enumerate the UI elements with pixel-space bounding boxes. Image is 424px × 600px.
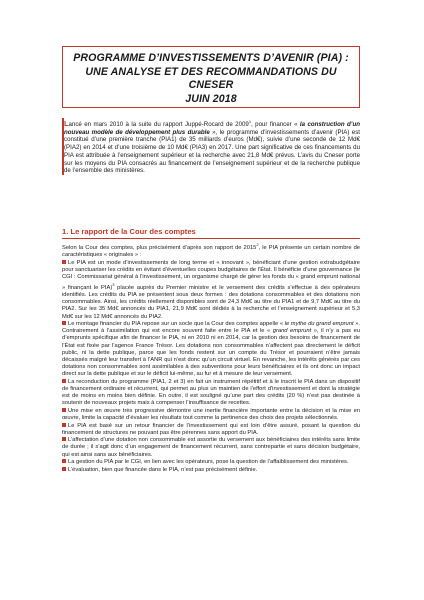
title-box (62, 46, 360, 108)
p6-text: L’affectation d’une dotation non consommable est assortie du versement aux bénéficiaires des intérêts sans limite de durée ; il s’agit donc d’un engagement de financement récurrent, sans contrepartie et sans décision budgétaire, qui est ainsi sans aux bénéficiaires. (62, 437, 360, 458)
intro-text-b: , pour financer « (251, 121, 300, 129)
bullet-square-icon (62, 459, 66, 463)
body-paragraph-1 (62, 260, 360, 321)
p8-text: L’évaluation, bien que financée dans le PIA, n’est pas précisément définie. (68, 466, 258, 473)
p1-text-a: Le PIA est un mode d’investissements de long terme et « innovant », bénéficiant d’une gestion extrabudgétaire pour sanctuariser les crédits en évitant d’éventuelles coupes budgétaires de l’État. Il bénéficie d’une gouvernance (le CGI : Commissariat général à l’investissement, un organisme chargé de gérer les fonds du « grand emprunt national » finançant le PIA) (62, 259, 360, 291)
body-paragraph-5 (62, 423, 360, 437)
section-body (62, 241, 360, 474)
bullet-square-icon (62, 467, 66, 471)
bullet-square-icon (62, 423, 66, 427)
intro-paragraph (62, 118, 360, 175)
body-paragraph-4 (62, 408, 360, 422)
body-paragraph-6 (62, 437, 360, 458)
bullet-square-icon (62, 321, 66, 325)
body-paragraph-0 (62, 241, 360, 259)
p0-text-b: , le PIA présente un certain nombre de caractéristiques « originales » : (62, 244, 360, 259)
body-paragraph-3 (62, 379, 360, 408)
footnote-ref-1: 1 (248, 119, 252, 124)
p2-text-a: Le montage financier du PIA repose sur un socle que la Cour des comptes appelle « (68, 321, 285, 328)
body-paragraph-7 (62, 459, 360, 466)
intro-text-a: ancé en mars 2010 à la suite du rapport Juppé-Rocard de 2009 (68, 121, 249, 129)
bullet-square-icon (62, 260, 66, 264)
p0-text-a: Selon la Cour des comptes, plus précisément d’après son rapport de 2015 (62, 244, 257, 251)
body-paragraph-8 (62, 467, 360, 474)
p3-text: La reconduction du programme (PIA1, 2 et 3) en fait un instrument répétitif et à le inscrit le PIA dans un dispositif de financement ordinaire et récurrent, qui permet au plus un maintien de l’effort d’investissement et dont la stratégie est de moins en moins bien définie. En outre, il est souligné qu’une part des crédits (20 %) n’est pas destinée à soutenir de nouveaux projets mais à compenser l’insuffisance de recettes. (62, 378, 360, 407)
p2-italic-1: le mythe du grand emprunt (284, 321, 354, 328)
bullet-square-icon (62, 379, 66, 383)
intro-text-c: », le programme d’investissements d’avenir (PIA) est constitué d’une première tranche (PIA1) de 35 milliards d’euros (Md€), suivie d’une seconde de 12 Md€ (PIA2) en 2014 et d’une troisième de 10 Md€ (PIA3) en 2017. Une part significative de ces financements du PIA est attribuée à l’enseignement supérieur et la recherche avec 21,8 Md€ prévus. L’avis du Cneser porte sur les moyens du PIA consacrés au financement de l’enseignement supérieur et de la recherche publique de l’ensemble des ministères. (64, 128, 360, 175)
title-line-3: JUIN 2018 (185, 92, 237, 105)
intro-lead-letter: L (64, 119, 69, 129)
p2-italic-2: grand emprunt (272, 328, 312, 335)
footnote-ref-2: 2 (256, 242, 259, 247)
body-paragraph-2 (62, 321, 360, 378)
p4-text: Une mise en œuvre très progressive démontre une inertie financière importante entre la décision et la mise en œuvre, limite la capacité d’évaluer les résultats tout comme la pertinence des choix des projets sélectionnés. (62, 407, 360, 421)
p7-text: La gestion du PIA par le CGI, en lien avec les opérateurs, pose la question de l’affaiblissement des ministères. (68, 459, 349, 466)
footnote-ref-3: 3 (112, 282, 115, 288)
bullet-square-icon (62, 437, 66, 441)
section-heading-1: 1. Le rapport de la Cour des comptes (62, 227, 360, 239)
p5-text: Le PIA est basé sur un retour financier de l’investissement qui est loin d’être assuré, posant la question du financement de structures ne pouvant pas être pérennes sans apport du PIA. (62, 422, 360, 436)
title-line-2: UNE ANALYSE ET DES RECOMMANDATIONS DU CNESER (85, 65, 337, 91)
bullet-square-icon (62, 408, 66, 412)
title-line-1: PROGRAMME D’INVESTISSEMENTS D’AVENIR (PIA) : (73, 52, 349, 64)
p1-text-b: placée auprès du Premier ministre et le versement des crédits s’effectue à des opérateurs identifiés. Les crédits du PIA se présentent sous deux formes : des dotations consommables et des dotations non consommables. Ainsi, les crédits réellement disponibles sont de 24,3 Md€ au titre du PIA1 et de 9,7 Md€ au titre du PIA2. Sur les 35 Md€ annoncés du PIA1, 21,9 Md€ sont dédiés à la recherche et l’enseignement supérieur et 5,3 Md€ sur les 12 Md€ annoncés du PIA2. (62, 284, 360, 320)
intro-emphasis: la construction d’un nouveau modèle de développement plus durable (64, 121, 360, 136)
p2-text-c: », il n’y a pas eu d’emprunts spécifique afin de financer le PIA, ni en 2010 ni en 2014, car la gestion des besoins de financement de l’État est fixée par l’agence France Trésor. Les dotations non consommables n’affectent pas directement le déficit public, ni la dette publique, parce que les fonds restent sur un compte du Trésor et pourraient n’être jamais décaissés malgré leur transfert à l’ANR qui n’est donc qu’un circuit virtuel. En revanche, les intérêts générés par ces dotations non consommables sont assimilables à des subventions pour leurs bénéficiaires et ils ont donc un impact direct sur la dette publique et sur le déficit lui-même, au fur et à mesure de leur versement. (62, 328, 360, 378)
p2-text-b: ». Contrairement à l’assimilation qui est encore souvent faite entre le PIA et le « (62, 321, 360, 335)
